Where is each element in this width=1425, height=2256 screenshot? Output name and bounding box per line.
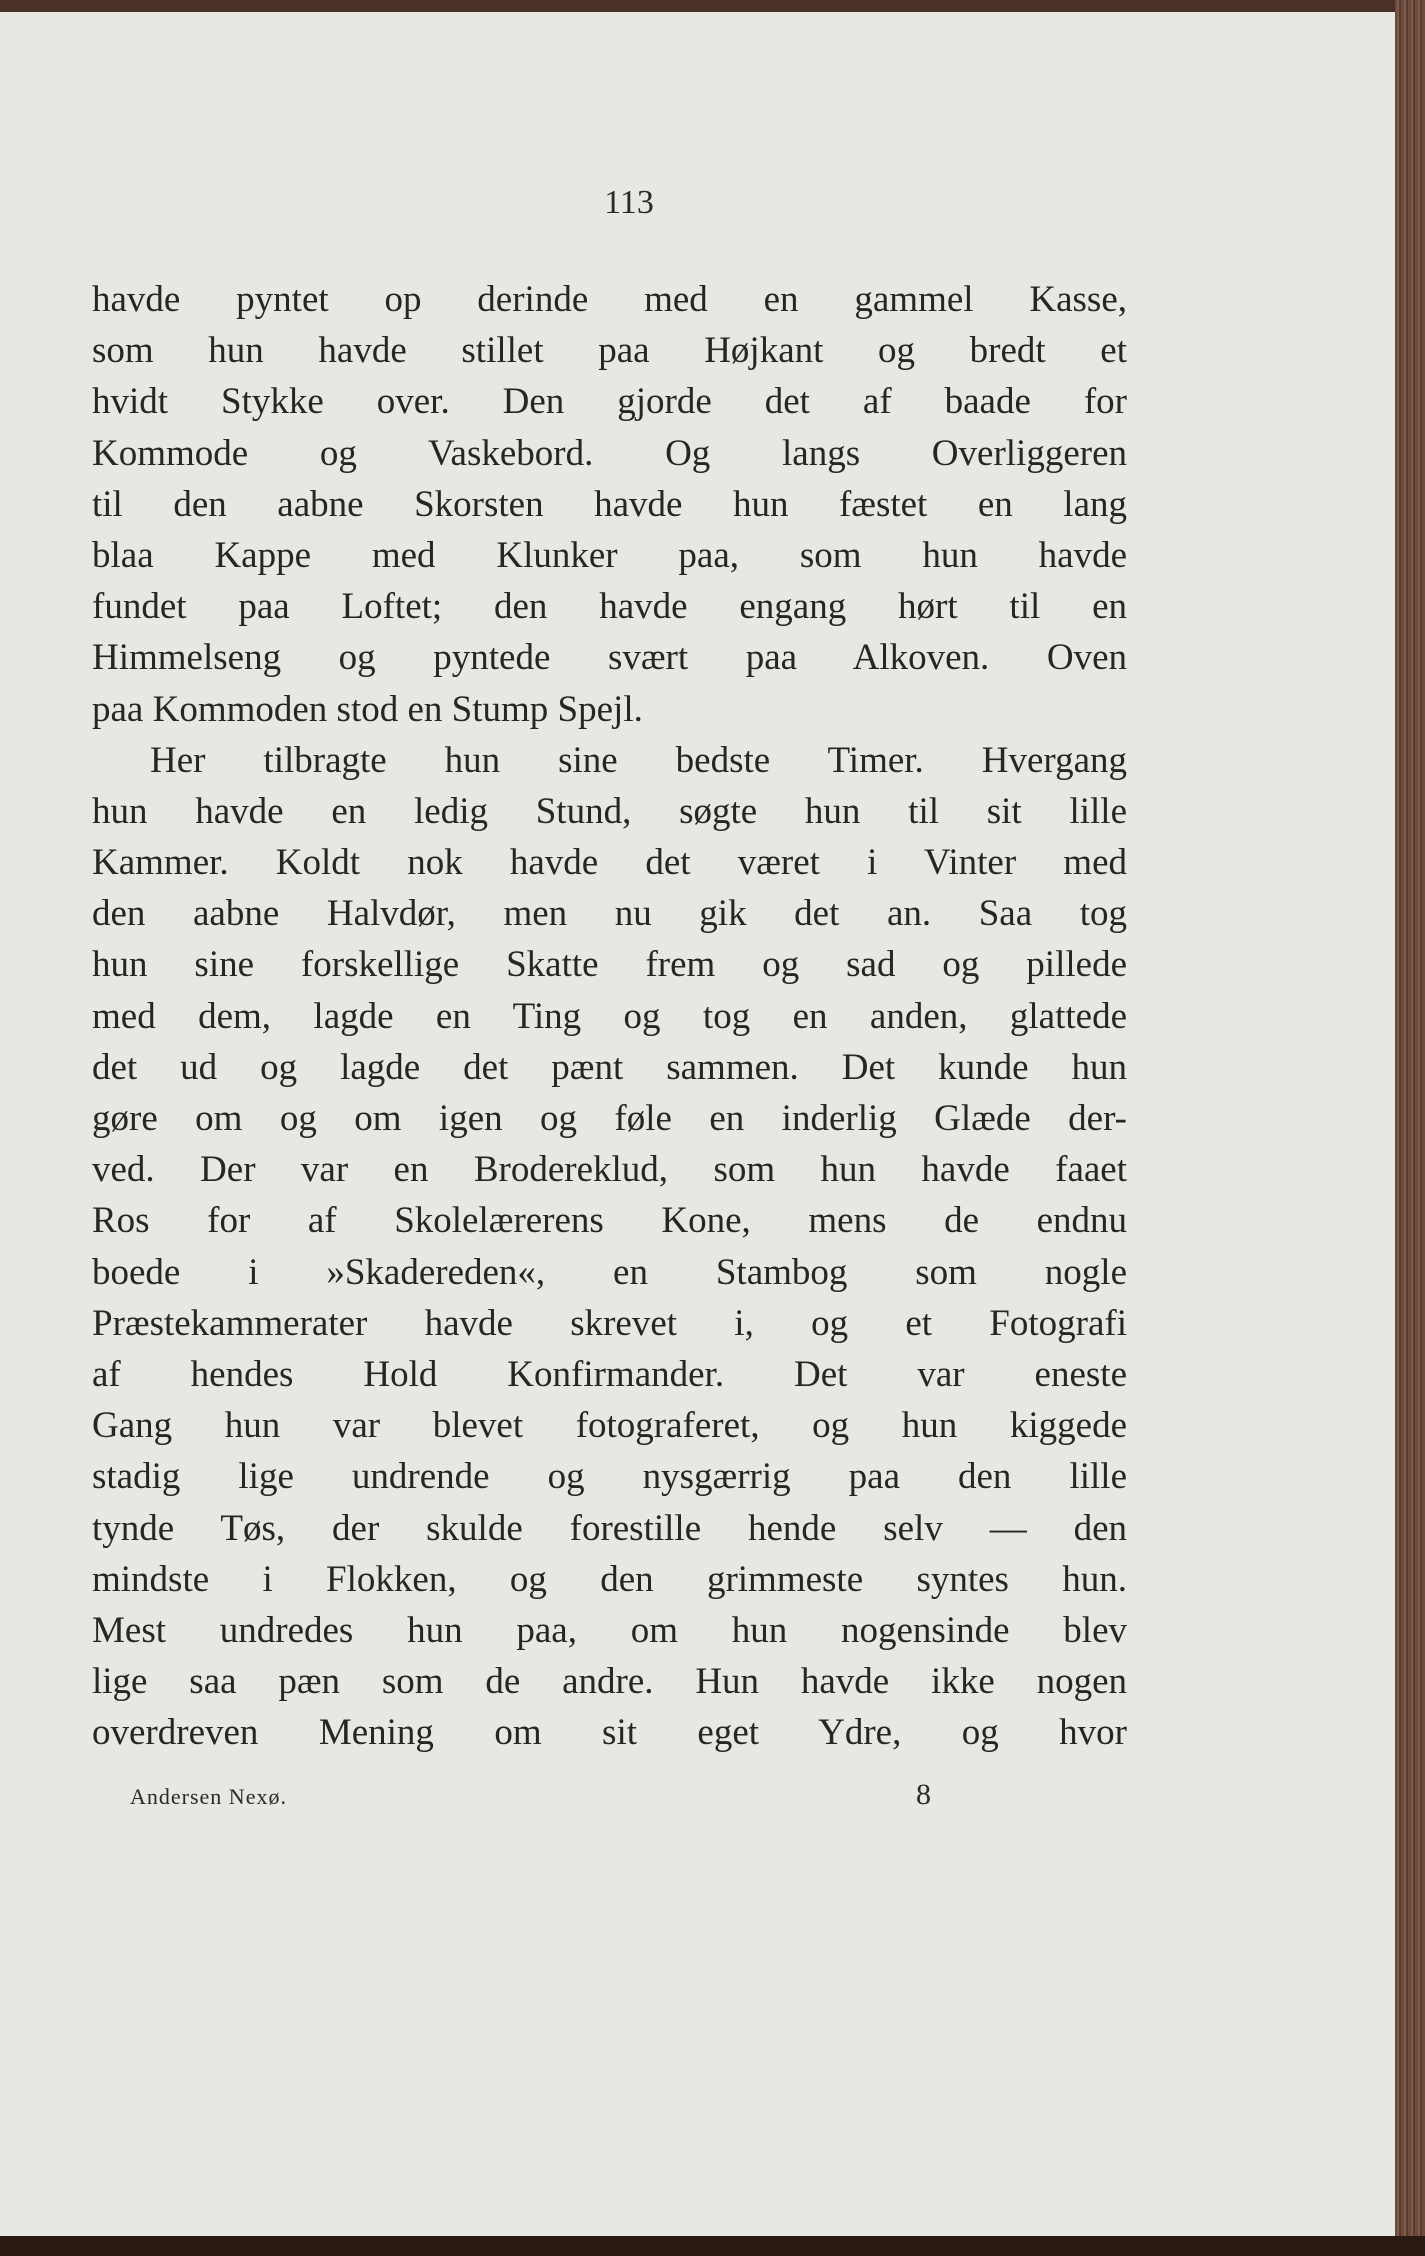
- text-line: stadig lige undrende og nysgærrig paa den lille: [92, 1456, 1127, 1498]
- text-line: boede i »Skadereden«, en Stambog som nogle: [92, 1251, 1127, 1293]
- text-line: Præstekammerater havde skrevet i, og et Fotografi: [92, 1302, 1127, 1344]
- footer-signature: Andersen Nexø.: [130, 1784, 287, 1809]
- text-line: Kommode og Vaskebord. Og langs Overliggeren: [92, 432, 1127, 474]
- text-line: til den aabne Skorsten havde hun fæstet en lang: [92, 483, 1127, 525]
- footer-sheet-number: 8: [916, 1778, 931, 1811]
- page-edges: [1395, 0, 1425, 2256]
- text-line: Himmelseng og pyntede svært paa Alkoven. Oven: [92, 637, 1127, 679]
- text-line: gøre om og om igen og føle en inderlig Glæde der-: [92, 1098, 1127, 1139]
- text-line: Gang hun var blevet fotograferet, og hun kiggede: [92, 1405, 1127, 1447]
- text-line: Mest undredes hun paa, om hun nogensinde blev: [92, 1609, 1127, 1651]
- text-line: blaa Kappe med Klunker paa, som hun havde: [92, 534, 1127, 576]
- text-line: det ud og lagde det pænt sammen. Det kunde hun: [92, 1046, 1127, 1088]
- text-line: den aabne Halvdør, men nu gik det an. Saa tog: [92, 893, 1127, 935]
- book-page: [0, 12, 1397, 2236]
- text-line: Kammer. Koldt nok havde det været i Vinter med: [92, 842, 1127, 884]
- text-line: lige saa pæn som de andre. Hun havde ikke nogen: [92, 1661, 1127, 1703]
- text-line: som hun havde stillet paa Højkant og bredt et: [92, 330, 1127, 372]
- page-number: 113: [604, 184, 654, 221]
- body-text: [92, 274, 1127, 1758]
- text-line: overdreven Mening om sit eget Ydre, og hvor: [92, 1712, 1127, 1754]
- scan-top-edge: [0, 0, 1425, 12]
- text-line: hun sine forskellige Skatte frem og sad og pillede: [92, 944, 1127, 986]
- text-line: hun havde en ledig Stund, søgte hun til sit lille: [92, 790, 1127, 832]
- text-line: hvidt Stykke over. Den gjorde det af baade for: [92, 381, 1127, 423]
- text-line: af hendes Hold Konfirmander. Det var eneste: [92, 1353, 1127, 1395]
- text-line: tynde Tøs, der skulde forestille hende selv — den: [92, 1507, 1127, 1549]
- scan-bottom-edge: [0, 2236, 1425, 2256]
- text-line: med dem, lagde en Ting og tog en anden, glattede: [92, 995, 1127, 1037]
- text-line: paa Kommoden stod en Stump Spejl.: [92, 688, 643, 730]
- text-line: havde pyntet op derinde med en gammel Kasse,: [92, 279, 1127, 320]
- text-line: ved. Der var en Brodereklud, som hun havde faaet: [92, 1149, 1127, 1191]
- text-line: fundet paa Loftet; den havde engang hørt til en: [92, 586, 1127, 628]
- text-line: Ros for af Skolelærerens Kone, mens de endnu: [92, 1200, 1127, 1242]
- text-line: mindste i Flokken, og den grimmeste syntes hun.: [92, 1558, 1127, 1600]
- text-line: Her tilbragte hun sine bedste Timer. Hvergang: [150, 739, 1127, 781]
